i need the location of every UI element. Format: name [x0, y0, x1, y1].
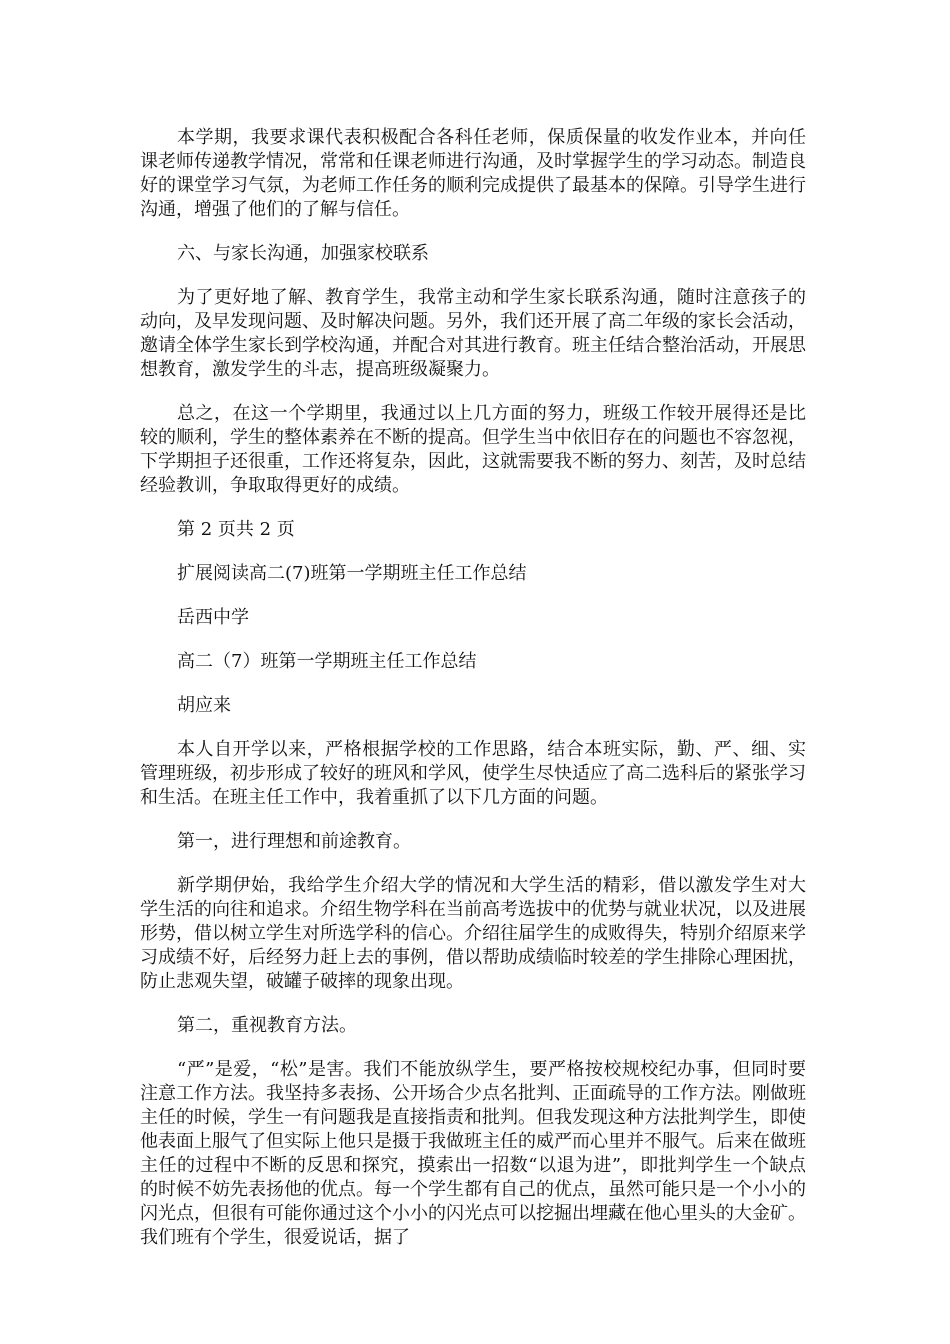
school-name: 岳西中学	[177, 607, 249, 628]
author-name: 胡应来	[177, 695, 231, 716]
paragraph-education-methods: “严”是爱，“松”是害。我们不能放纵学生，要严格按校规校纪办事，但同时要注意工作方法。我坚持多表扬、公开场合少点名批判、正面疏导的工作方法。刚做班主任的时候，学生一有问题我是直接指责和批判。但我发现这种方法批判学生，即使他表面上服气了但实际上他只是摄于我做班主任的威严而心里并不服气。后来在做班主任的过程中不断的反思和探究，摸索出一招数“以退为进”，即批判学生一个缺点的时候不妨先表扬他的优点。每一个学生都有自己的优点，虽然可能只是一个小小的闪光点，但很有可能你通过这个小小的闪光点可以挖掘出埋藏在他心里头的大金矿。我们班有个学生，很爱说话，据了	[140, 1059, 806, 1248]
section-heading-first: 第一，进行理想和前途教育。	[177, 831, 411, 852]
page-number-footer: 第 2 页共 2 页	[177, 519, 295, 540]
extended-reading-title: 扩展阅读高二(7)班第一学期班主任工作总结	[177, 563, 527, 584]
paragraph-ideals-education: 新学期伊始，我给学生介绍大学的情况和大学生活的精彩，借以激发学生对大学生活的向往和追求。介绍生物学科在当前高考选拔中的优势与就业状况，以及进展形势，借以树立学生对所选学科的信心。介绍往届学生的成败得失，特别介绍原来学习成绩不好，后经努力赶上去的事例，借以帮助成绩临时较差的学生排除心理困扰，防止悲观失望，破罐子破摔的现象出现。	[140, 875, 806, 992]
paragraph-introduction: 本人自开学以来，严格根据学校的工作思路，结合本班实际，勤、严、细、实管理班级，初步形成了较好的班风和学风，使学生尽快适应了高二选科后的紧张学习和生活。在班主任工作中，我着重抓了以下几方面的问题。	[140, 739, 806, 808]
paragraph-summary: 总之，在这一个学期里，我通过以上几方面的努力，班级工作较开展得还是比较的顺利，学生的整体素养在不断的提高。但学生当中依旧存在的问题也不容忽视，下学期担子还很重，工作还将复杂，因此，这就需要我不断的努力、刻苦，及时总结经验教训，争取取得更好的成绩。	[140, 403, 806, 496]
paragraph-parent-communication: 为了更好地了解、教育学生，我常主动和学生家长联系沟通，随时注意孩子的动向，及早发现问题、及时解决问题。另外，我们还开展了高二年级的家长会活动，邀请全体学生家长到学校沟通，并配合对其进行教育。班主任结合整治活动，开展思想教育，激发学生的斗志，提高班级凝聚力。	[140, 287, 806, 380]
section-heading-second: 第二，重视教育方法。	[177, 1015, 357, 1036]
paragraph-class-reps: 本学期，我要求课代表积极配合各科任老师，保质保量的收发作业本，并向任课老师传递教学情况，常常和任课老师进行沟通，及时掌握学生的学习动态。制造良好的课堂学习气氛，为老师工作任务的顺利完成提供了最基本的保障。引导学生进行沟通，增强了他们的了解与信任。	[140, 127, 806, 220]
report-title: 高二（7）班第一学期班主任工作总结	[177, 651, 477, 672]
section-heading-parents: 六、与家长沟通，加强家校联系	[177, 243, 429, 264]
document-body	[140, 126, 806, 1250]
